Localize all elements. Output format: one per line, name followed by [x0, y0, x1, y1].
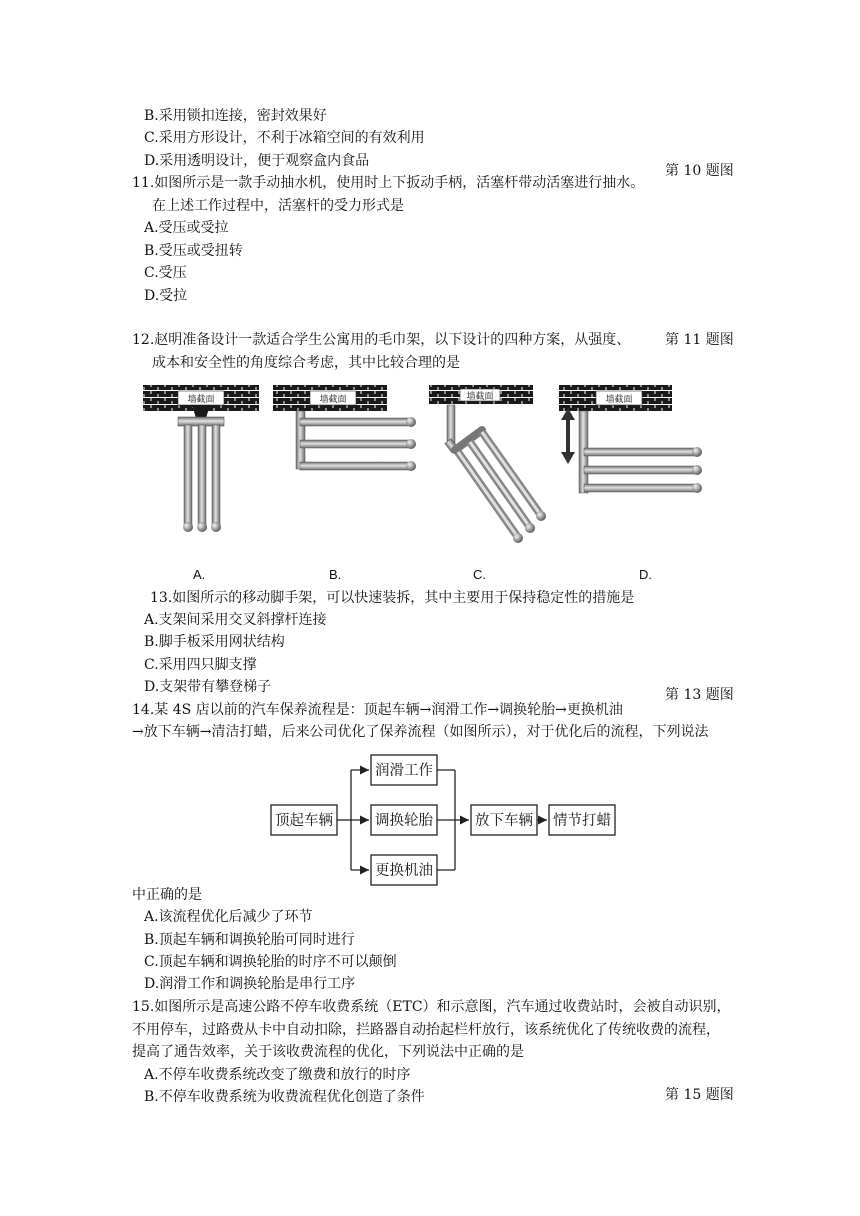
rack-option-b: [273, 385, 416, 471]
svg-text:情节打蜡: 情节打蜡: [553, 813, 611, 829]
q13-figure-caption: 第 13 题图: [665, 687, 734, 703]
q14-stem-line2: →放下车辆→清洁打蜡，后来公司优化了保养流程（如图所示），对于优化后的流程，下列说法: [132, 724, 709, 740]
svg-text:墙截面: 墙截面: [319, 395, 347, 405]
rack-option-c: [429, 385, 546, 543]
q11-figure-caption: 第 11 题图: [665, 332, 734, 348]
q14-option-a: A.该流程优化后减少了环节: [144, 909, 313, 925]
q12-label-c: C.: [473, 567, 486, 582]
q12-stem-line1: 12.赵明准备设计一款适合学生公寓用的毛巾架，以下设计的四种方案，从强度、: [132, 332, 631, 348]
q10-option-b: B.采用锁扣连接，密封效果好: [144, 108, 327, 124]
maintenance-flowchart: [0, 746, 860, 886]
q12-label-b: B.: [329, 567, 342, 582]
q14-stem-line3: 中正确的是: [132, 887, 202, 903]
q10-option-c: C.采用方形设计，不利于冰箱空间的有效利用: [144, 130, 425, 146]
q11-option-c: C.受压: [144, 265, 187, 281]
q15-option-b: B.不停车收费系统为收费流程优化创造了条件: [144, 1089, 425, 1105]
q10-option-d: D.采用透明设计，便于观察盒内食品: [144, 153, 370, 169]
svg-text:墙截面: 墙截面: [187, 395, 215, 405]
svg-text:润滑工作: 润滑工作: [375, 763, 433, 779]
q15-option-a: A.不停车收费系统改变了缴费和放行的时序: [144, 1067, 411, 1083]
q12-label-d: D.: [639, 567, 652, 582]
q13-option-d: D.支架带有攀登梯子: [144, 679, 272, 695]
q11-option-b: B.受压或受扭转: [144, 243, 243, 259]
q10-figure-caption: 第 10 题图: [665, 163, 734, 179]
q13-stem: 13.如图所示的移动脚手架，可以快速装拆，其中主要用于保持稳定性的措施是: [150, 590, 635, 606]
up-down-arrow-icon: [561, 408, 575, 464]
q13-option-c: C.采用四只脚支撑: [144, 657, 257, 673]
q14-option-c: C.顶起车辆和调换轮胎的时序不可以颠倒: [144, 954, 397, 970]
svg-text:放下车辆: 放下车辆: [475, 813, 533, 829]
svg-text:更换机油: 更换机油: [375, 863, 433, 879]
q12-label-a: A.: [193, 567, 206, 582]
q15-stem-line3: 提高了通告效率，关于该收费流程的优化，下列说法中正确的是: [132, 1044, 524, 1060]
svg-text:顶起车辆: 顶起车辆: [275, 813, 333, 829]
q13-option-a: A.支架间采用交叉斜撑杆连接: [144, 612, 327, 628]
q14-option-b: B.顶起车辆和调换轮胎可同时进行: [144, 932, 355, 948]
q14-option-d: D.润滑工作和调换轮胎是串行工序: [144, 976, 356, 992]
towel-rack-options-figure: [0, 380, 860, 580]
q12-stem-line2: 成本和安全性的角度综合考虑，其中比较合理的是: [152, 355, 460, 371]
q15-stem-line1: 15.如图所示是高速公路不停车收费系统（ETC）和示意图，汽车通过收费站时，会被自动识别，: [132, 999, 731, 1015]
q11-stem-line1: 11.如图所示是一款手动抽水机，使用时上下扳动手柄，活塞杆带动活塞进行抽水。: [132, 175, 645, 191]
svg-text:调换轮胎: 调换轮胎: [375, 813, 433, 829]
q15-figure-caption: 第 15 题图: [665, 1087, 734, 1103]
svg-text:墙截面: 墙截面: [466, 392, 494, 402]
q13-option-b: B.脚手板采用网状结构: [144, 634, 285, 650]
q11-stem-line2: 在上述工作过程中，活塞杆的受力形式是: [152, 198, 404, 214]
q11-option-a: A.受压或受拉: [144, 220, 229, 236]
q11-option-d: D.受拉: [144, 288, 188, 304]
q14-stem-line1: 14.某 4S 店以前的汽车保养流程是：顶起车辆→润滑工作→调换轮胎→更换机油: [132, 702, 623, 718]
rack-option-d: [559, 385, 702, 493]
svg-text:墙截面: 墙截面: [605, 395, 633, 405]
q15-stem-line2: 不用停车，过路费从卡中自动扣除，拦路器自动抬起栏杆放行，该系统优化了传统收费的流程，: [132, 1022, 720, 1038]
rack-option-a: [143, 385, 259, 532]
